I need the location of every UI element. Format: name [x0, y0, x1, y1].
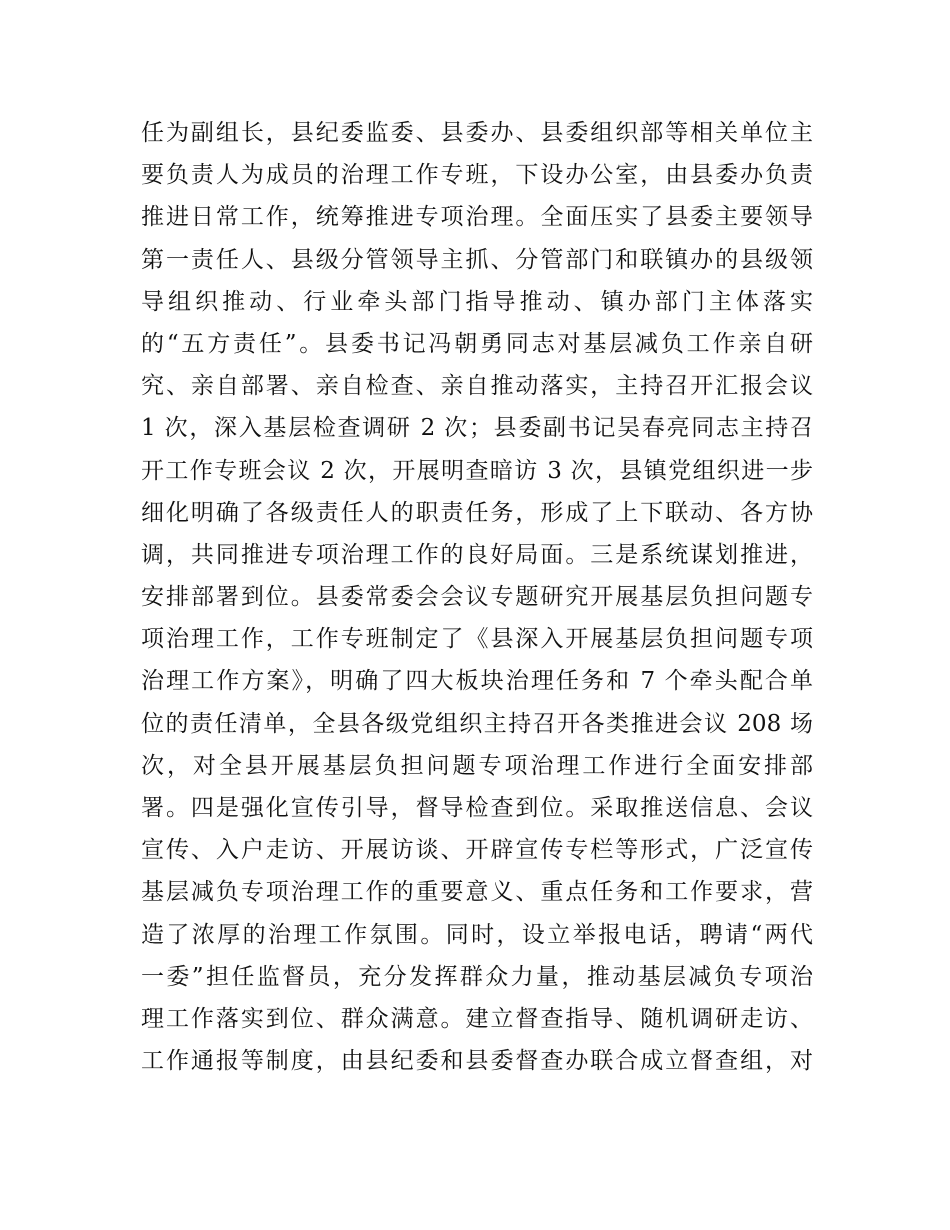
text-line: 次，对全县开展基层负担问题专项治理工作进行全面安排部 [141, 752, 813, 779]
text-line: 第一责任人、县级分管领导主抓、分管部门和联镇办的县级领 [141, 246, 813, 273]
text-line: 一委”担任监督员，充分发挥群众力量，推动基层减负专项治 [141, 963, 813, 990]
text-line: 推进日常工作，统筹推进专项治理。全面压实了县委主要领导 [141, 204, 813, 231]
text-line: 任为副组长，县纪委监委、县委办、县委组织部等相关单位主 [141, 120, 813, 146]
text-line: 调，共同推进专项治理工作的良好局面。三是系统谋划推进， [141, 541, 813, 568]
text-line: 导组织推动、行业牵头部门指导推动、镇办部门主体落实 [141, 288, 813, 315]
text-line: 要负责人为成员的治理工作专班，下设办公室，由县委办负责 [141, 162, 813, 189]
text-line: 1 次，深入基层检查调研 2 次；县委副书记吴春亮同志主持召 [141, 415, 813, 442]
text-line: 治理工作方案》，明确了四大板块治理任务和 7 个牵头配合单 [141, 668, 813, 695]
text-line: 署。四是强化宣传引导，督导检查到位。采取推送信息、会议 [141, 795, 813, 821]
text-line: 的“五方责任”。县委书记冯朝勇同志对基层减负工作亲自研 [141, 330, 813, 357]
text-line: 安排部署到位。县委常委会会议专题研究开展基层负担问题专 [141, 584, 813, 611]
text-line: 细化明确了各级责任人的职责任务，形成了上下联动、各方协 [141, 499, 813, 526]
text-line: 项治理工作，工作专班制定了《县深入开展基层负担问题专项 [141, 626, 813, 653]
text-line: 理工作落实到位、群众满意。建立督查指导、随机调研走访、 [141, 1005, 813, 1032]
text-line: 开工作专班会议 2 次，开展明查暗访 3 次，县镇党组织进一步 [141, 457, 813, 484]
body-paragraph [141, 112, 813, 1082]
text-line: 究、亲自部署、亲自检查、亲自推动落实，主持召开汇报会议 [141, 373, 813, 400]
text-line: 宣传、入户走访、开展访谈、开辟宣传专栏等形式，广泛宣传 [141, 837, 813, 864]
text-line: 基层减负专项治理工作的重要意义、重点任务和工作要求，营 [141, 879, 813, 906]
text-line: 位的责任清单，全县各级党组织主持召开各类推进会议 208 场 [141, 710, 813, 737]
text-line: 造了浓厚的治理工作氛围。同时，设立举报电话，聘请“两代 [141, 921, 813, 948]
text-line: 工作通报等制度，由县纪委和县委督查办联合成立督查组，对 [141, 1048, 813, 1075]
